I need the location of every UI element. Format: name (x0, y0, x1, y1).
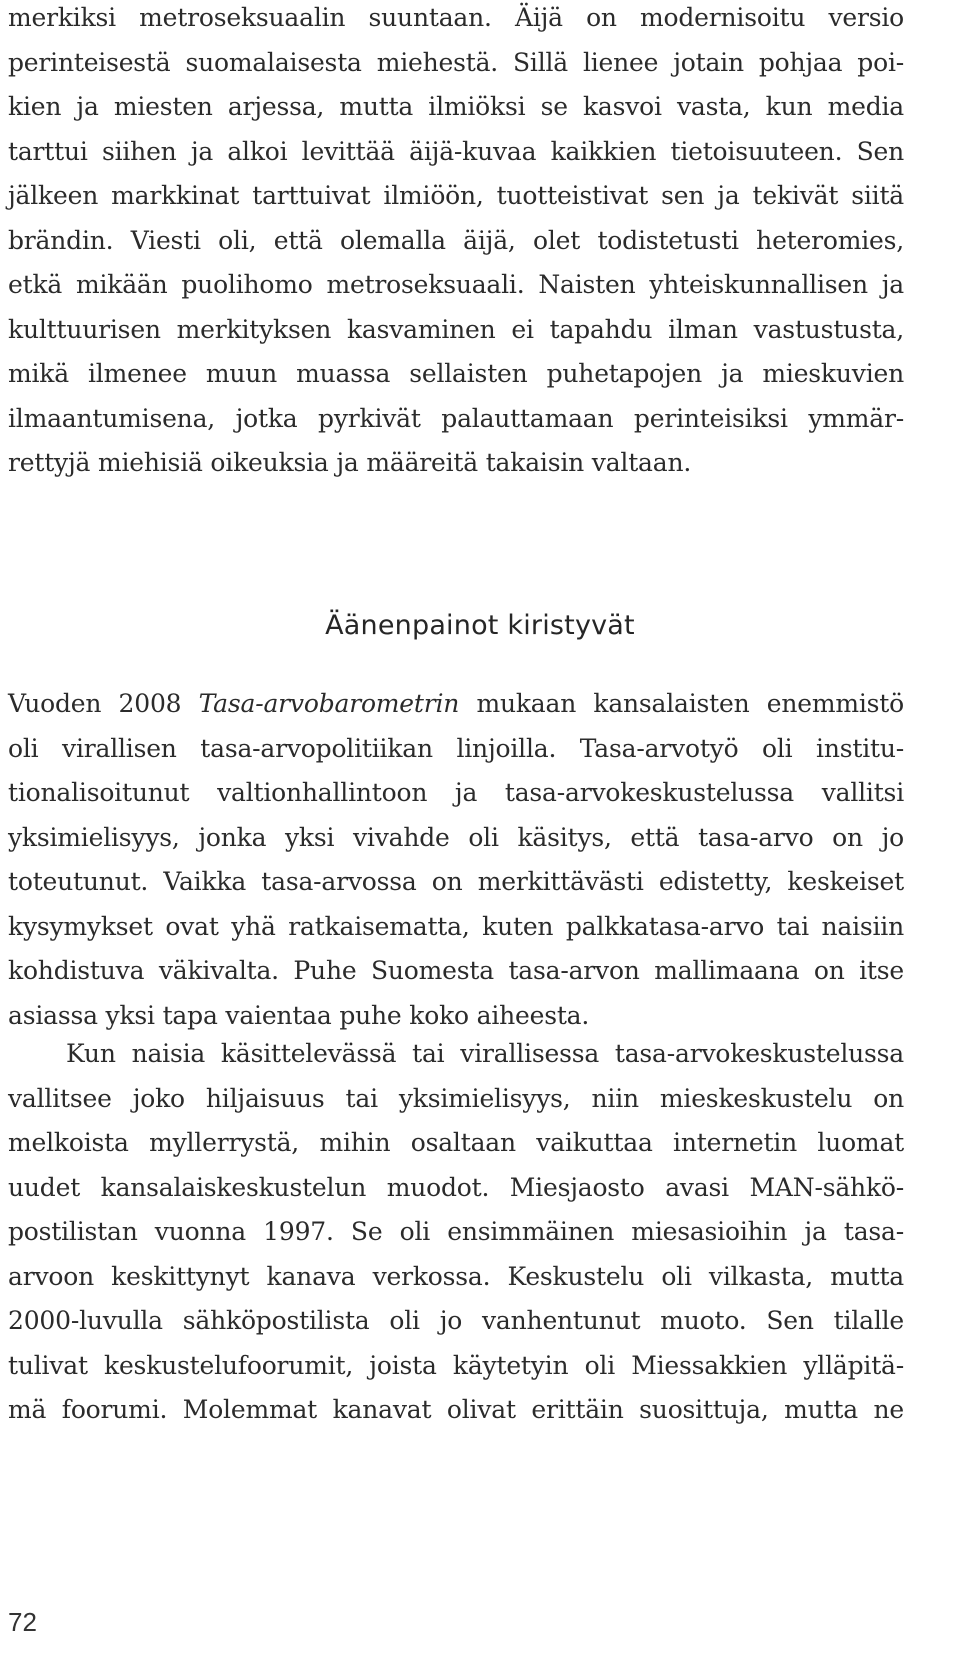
text-line: mikä ilmenee muun muassa sellaisten puhetapojen ja mieskuvien (8, 359, 904, 388)
text-line: merkiksi metroseksuaalin suuntaan. Äijä on modernisoitu versio (8, 3, 904, 32)
text-line: mä foorumi. Molemmat kanavat olivat erittäin suosittuja, mutta ne (8, 1395, 904, 1424)
text-line: ilmaantumisena, jotka pyrkivät palauttamaan perinteisiksi ymmär- (8, 403, 904, 433)
italic-title: Tasa-arvobarometrin (198, 689, 460, 718)
text-run: mukaan kansalaisten enemmistö (459, 689, 905, 718)
text-line: etkä mikään puolihomo metroseksuaali. Naisten yhteiskunnallisen ja (8, 270, 904, 299)
text-line: vallitsee joko hiljaisuus tai yksimielisyys, niin mieskeskustelu on (8, 1083, 904, 1113)
text-line: yksimielisyys, jonka yksi vivahde oli käsitys, että tasa-arvo on jo (8, 822, 904, 852)
text-line: arvoon keskittynyt kanava verkossa. Keskustelu oli vilkasta, mutta (8, 1261, 904, 1291)
text-run: Vuoden 2008 (8, 689, 199, 718)
text-line: rettyjä miehisiä oikeuksia ja määreitä takaisin valtaan. (8, 448, 692, 477)
text-line: kysymykset ovat yhä ratkaisematta, kuten palkkatasa-arvo tai naisiin (8, 911, 904, 941)
text-line: toteutunut. Vaikka tasa-arvossa on merkittävästi edistetty, keskeiset (8, 867, 904, 896)
text-line: postilistan vuonna 1997. Se oli ensimmäinen miesasioihin ja tasa- (8, 1217, 904, 1246)
text-line: tulivat keskustelufoorumit, joista käytetyin oli Miessakkien ylläpitä- (8, 1350, 904, 1380)
paragraph-discussion (8, 1032, 904, 1433)
text-line: kulttuurisen merkityksen kasvaminen ei tapahdu ilman vastustusta, (8, 314, 904, 344)
text-line: uudet kansalaiskeskustelun muodot. Miesjaosto avasi MAN-sähkö- (8, 1172, 904, 1202)
text-line: 2000-luvulla sähköpostilista oli jo vanhentunut muoto. Sen tilalle (8, 1306, 904, 1335)
text-line: melkoista myllerrystä, mihin osaltaan vaikuttaa internetin luomat (8, 1128, 904, 1157)
text-line (8, 682, 904, 727)
section-heading: Äänenpainot kiristyvät (325, 610, 635, 641)
paragraph-intro (8, 0, 904, 486)
text-line: Kun naisia käsittelevässä tai virallisessa tasa-arvokeskustelussa (66, 1039, 904, 1068)
text-line: jälkeen markkinat tarttuivat ilmiöön, tuotteistivat sen ja tekivät siitä (8, 181, 904, 210)
text-line: kien ja miesten arjessa, mutta ilmiöksi se kasvoi vasta, kun media (8, 92, 904, 121)
text-line: oli virallisen tasa-arvopolitiikan linjoilla. Tasa-arvotyö oli institu- (8, 733, 904, 763)
text-line: brändin. Viesti oli, että olemalla äijä, olet todistetusti heteromies, (8, 225, 904, 255)
paragraph-barometer (8, 682, 904, 1038)
text-line: perinteisestä suomalaisesta miehestä. Sillä lienee jotain pohjaa poi- (8, 47, 904, 77)
text-line: kohdistuva väkivalta. Puhe Suomesta tasa-arvon mallimaana on itse (8, 956, 904, 985)
text-line: tarttui siihen ja alkoi levittää äijä-kuvaa kaikkien tietoisuuteen. Sen (8, 136, 904, 166)
text-line: tionalisoitunut valtionhallintoon ja tasa-arvokeskustelussa vallitsi (8, 778, 904, 807)
page-number: 72 (8, 1607, 37, 1637)
text-line: asiassa yksi tapa vaientaa puhe koko aiheesta. (8, 1000, 590, 1030)
